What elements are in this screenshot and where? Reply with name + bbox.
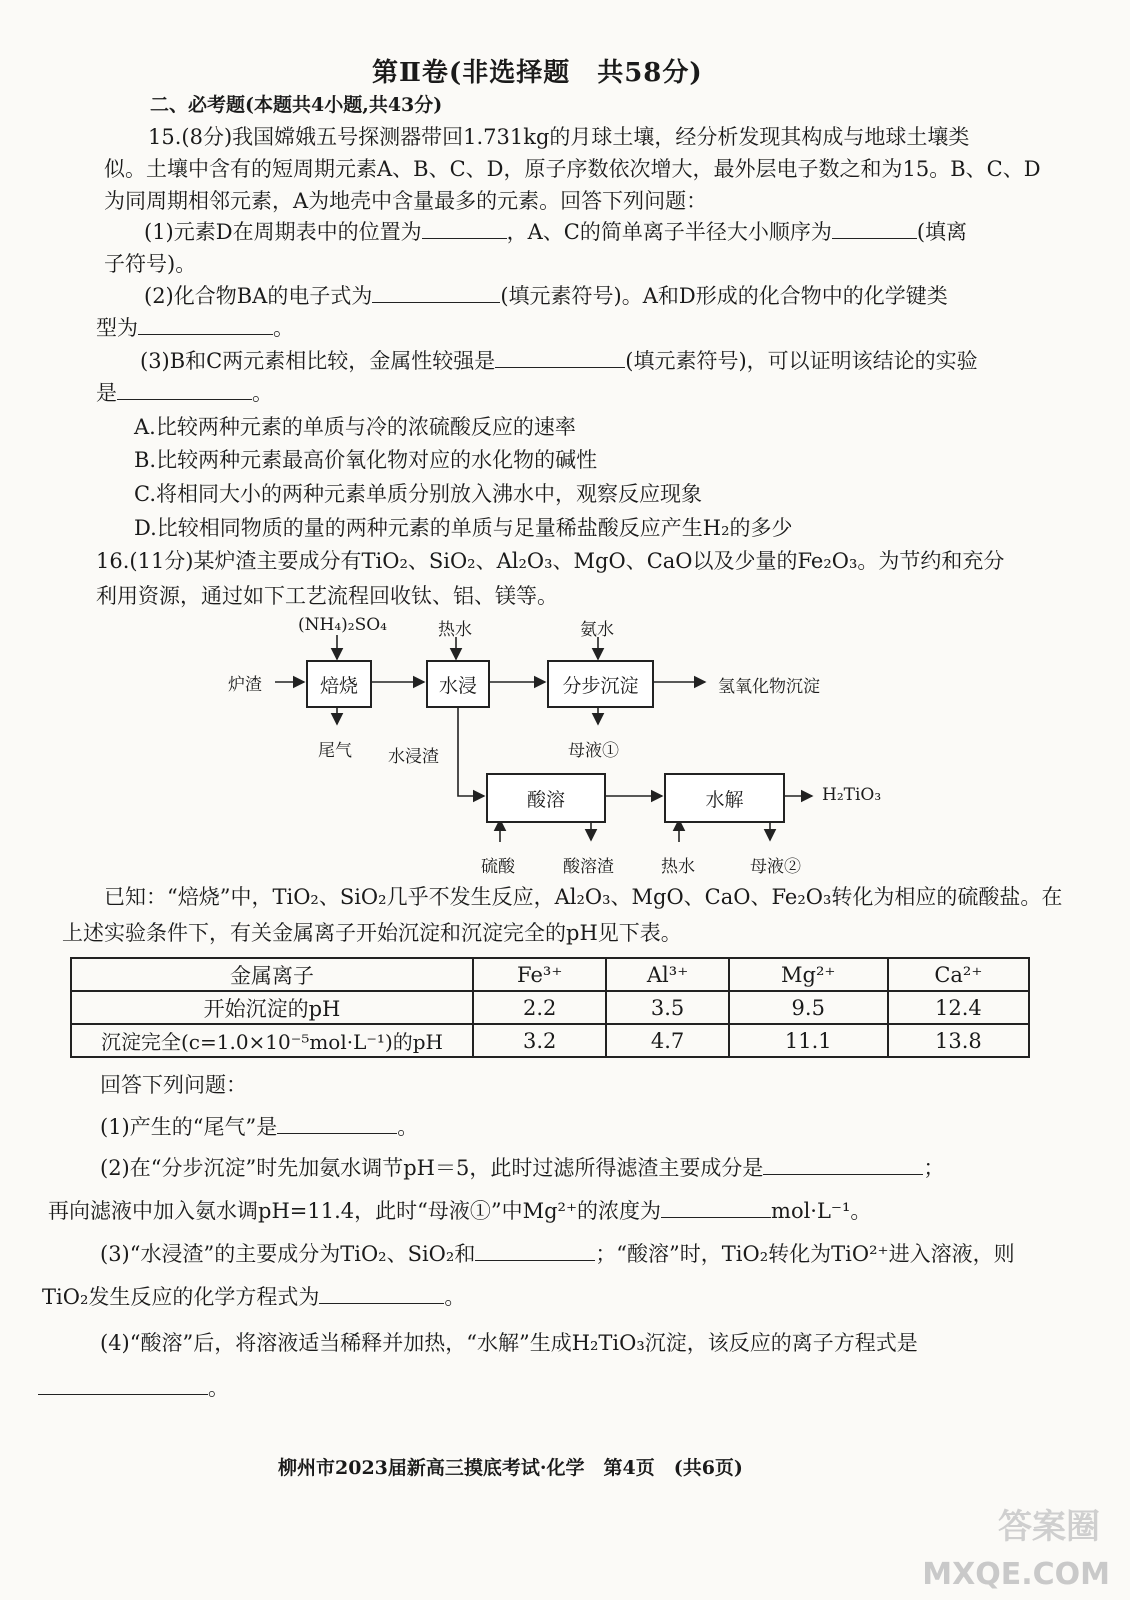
q16-sub3-text-b: ；“酸溶”时，TiO₂转化为TiO²⁺进入溶液，则 (595, 1242, 1015, 1266)
table-header-cell: 金属离子 (71, 958, 473, 991)
option-d: D.比较相同物质的量的两种元素的单质与足量稀盐酸反应产生H₂的多少 (134, 516, 793, 540)
table-header-cell: Mg²⁺ (729, 958, 888, 991)
q15-para-2: 似。土壤中含有的短周期元素A、B、C、D，原子序数依次增大，最外层电子数之和为15。B、C、D (104, 157, 1041, 181)
q15-sub2-text-d: 。 (273, 316, 294, 340)
q16-sub2-text-a: (2)在“分步沉淀”时先加氨水调节pH＝5，此时过滤所得滤渣主要成分是 (100, 1156, 764, 1180)
q16-sub3-cont (42, 1282, 465, 1312)
q15-sub2-text-a: (2)化合物BA的电子式为 (144, 284, 373, 308)
q16-sub2-text-c: 再向滤液中加入氨水调pH=11.4，此时“母液①”中Mg²⁺的浓度为 (48, 1199, 662, 1223)
q15-sub2-text-b: (填元素符号)。A和D形成的化合物中的化学键类 (500, 284, 948, 308)
q16-sub4: (4)“酸溶”后，将溶液适当稀释并加热，“水解”生成H₂TiO₃沉淀，该反应的离子方程式是 (100, 1331, 918, 1355)
q15-sub3-text-c: 是 (96, 381, 117, 405)
hydrolysis-box: 水解 (664, 773, 785, 823)
q15-sub3-text-b: (填元素符号)，可以证明该结论的实验 (625, 349, 978, 373)
table-cell: 4.7 (606, 1024, 728, 1057)
output-h2tio3: H₂TiO₃ (822, 785, 882, 805)
q16-sub2-text-d: mol·L⁻¹。 (771, 1199, 872, 1223)
answer-blank[interactable] (661, 1197, 771, 1218)
output-hydroxide-precipitate: 氢氧化物沉淀 (718, 677, 820, 697)
option-a: A.比较两种元素的单质与冷的浓硫酸反应的速率 (134, 415, 576, 439)
option-b: B.比较两种元素最高价氧化物对应的水化物的碱性 (134, 448, 598, 472)
answer-blank[interactable] (372, 282, 500, 303)
page-title: 第Ⅱ卷(非选择题 共58分) (372, 58, 703, 88)
answer-blank[interactable] (422, 218, 507, 239)
q15-sub3 (140, 346, 978, 376)
table-cell: 11.1 (729, 1024, 888, 1057)
table-row (71, 991, 1029, 1024)
output-leach-residue: 水浸渣 (388, 747, 439, 767)
input-ammonium-sulfate: (NH₄)₂SO₄ (298, 615, 387, 635)
known-para-1: 已知：“焙烧”中，TiO₂、SiO₂几乎不发生反应，Al₂O₃、MgO、CaO、Fe₂O₃转化为相应的硫酸盐。在 (104, 885, 1063, 909)
table-cell: 3.5 (606, 991, 728, 1024)
watermark-url: MXQE.COM (922, 1557, 1110, 1592)
q16-sub2 (100, 1153, 944, 1183)
table-cell: 12.4 (888, 991, 1029, 1024)
q16-para-2: 利用资源，通过如下工艺流程回收钛、铝、镁等。 (96, 584, 558, 608)
answer-blank[interactable] (277, 1113, 397, 1134)
table-header-cell: Fe³⁺ (473, 958, 606, 991)
answer-blank[interactable] (475, 1240, 595, 1261)
q16-sub3 (100, 1239, 1015, 1269)
water-leach-box: 水浸 (426, 660, 490, 708)
table-cell: 9.5 (729, 991, 888, 1024)
q15-sub3-text-d: 。 (252, 381, 273, 405)
answer-blank[interactable] (138, 314, 273, 335)
q16-sub1-text-b: 。 (397, 1115, 419, 1139)
q16-sub3-text-c: TiO₂发生反应的化学方程式为 (42, 1285, 320, 1309)
table-cell: 开始沉淀的pH (71, 991, 473, 1024)
watermark-logo-text: 答案圈 (998, 1507, 1100, 1547)
section-heading: 二、必考题(本题共4小题,共43分) (150, 94, 443, 116)
q15-sub1-text-a: (1)元素D在周期表中的位置为 (144, 220, 422, 244)
table-cell: 沉淀完全(c=1.0×10⁻⁵mol·L⁻¹)的pH (71, 1024, 473, 1057)
ph-table (70, 957, 1030, 1058)
input-sulfuric-acid: 硫酸 (481, 857, 515, 877)
q15-sub1 (144, 217, 967, 247)
answer-blank[interactable] (763, 1154, 923, 1175)
table-header-cell: Al³⁺ (606, 958, 728, 991)
roast-box: 焙烧 (306, 660, 372, 708)
q16-sub4-cont (38, 1373, 229, 1403)
table-cell: 13.8 (888, 1024, 1029, 1057)
q16-sub3-text-a: (3)“水浸渣”的主要成分为TiO₂、SiO₂和 (100, 1242, 476, 1266)
q16-sub2-cont (48, 1196, 871, 1226)
output-tail-gas: 尾气 (318, 741, 352, 761)
table-header-row (71, 958, 1029, 991)
input-hot-water-2: 热水 (661, 857, 695, 877)
q15-sub1-text-c: (填离 (916, 220, 968, 244)
answer-blank[interactable] (117, 379, 252, 400)
table-header-cell: Ca²⁺ (888, 958, 1029, 991)
q15-sub3-text-a: (3)B和C两元素相比较，金属性较强是 (140, 349, 496, 373)
output-mother-liquor-2: 母液② (750, 857, 801, 877)
known-para-2: 上述实验条件下，有关金属离子开始沉淀和沉淀完全的pH见下表。 (62, 921, 682, 945)
q16-sub2-text-b: ； (923, 1156, 945, 1180)
q16-sub1-text-a: (1)产生的“尾气”是 (100, 1115, 278, 1139)
input-hot-water: 热水 (438, 620, 472, 640)
answer-blank[interactable] (38, 1374, 208, 1395)
q16-sub1 (100, 1112, 418, 1142)
q16-sub3-text-d: 。 (444, 1285, 466, 1309)
table-cell: 2.2 (473, 991, 606, 1024)
q16-answer-intro: 回答下列问题： (100, 1073, 247, 1097)
answer-blank[interactable] (832, 218, 917, 239)
q15-sub1-cont: 子符号)。 (104, 252, 197, 276)
q15-sub2-cont (96, 313, 294, 343)
page-footer: 柳州市2023届新高三摸底考试·化学 第4页 (共6页) (278, 1457, 743, 1479)
q15-sub1-text-b: ，A、C的简单离子半径大小顺序为 (506, 220, 832, 244)
table-cell: 3.2 (473, 1024, 606, 1057)
option-c: C.将相同大小的两种元素单质分别放入沸水中，观察反应现象 (134, 482, 702, 506)
input-ammonia-water: 氨水 (580, 620, 614, 640)
q15-para-1: 15.(8分)我国嫦娥五号探测器带回1.731kg的月球土壤，经分析发现其构成与地球土壤类 (148, 125, 970, 149)
output-acid-residue: 酸溶渣 (563, 857, 614, 877)
answer-blank[interactable] (319, 1283, 444, 1304)
input-slag: 炉渣 (228, 675, 262, 695)
output-mother-liquor-1: 母液① (568, 741, 619, 761)
q15-sub2 (144, 281, 948, 311)
q15-sub3-cont (96, 378, 273, 408)
q15-para-3: 为同周期相邻元素，A为地壳中含量最多的元素。回答下列问题： (104, 189, 708, 213)
q16-para-1: 16.(11分)某炉渣主要成分有TiO₂、SiO₂、Al₂O₃、MgO、CaO以及少量的Fe₂O₃。为节约和充分 (96, 549, 1005, 573)
answer-blank[interactable] (495, 347, 625, 368)
q16-sub4-text-b: 。 (208, 1376, 229, 1400)
stepwise-precipitation-box: 分步沉淀 (547, 660, 654, 708)
q15-sub2-text-c: 型为 (96, 316, 138, 340)
table-row (71, 1024, 1029, 1057)
acid-dissolve-box: 酸溶 (486, 773, 606, 823)
